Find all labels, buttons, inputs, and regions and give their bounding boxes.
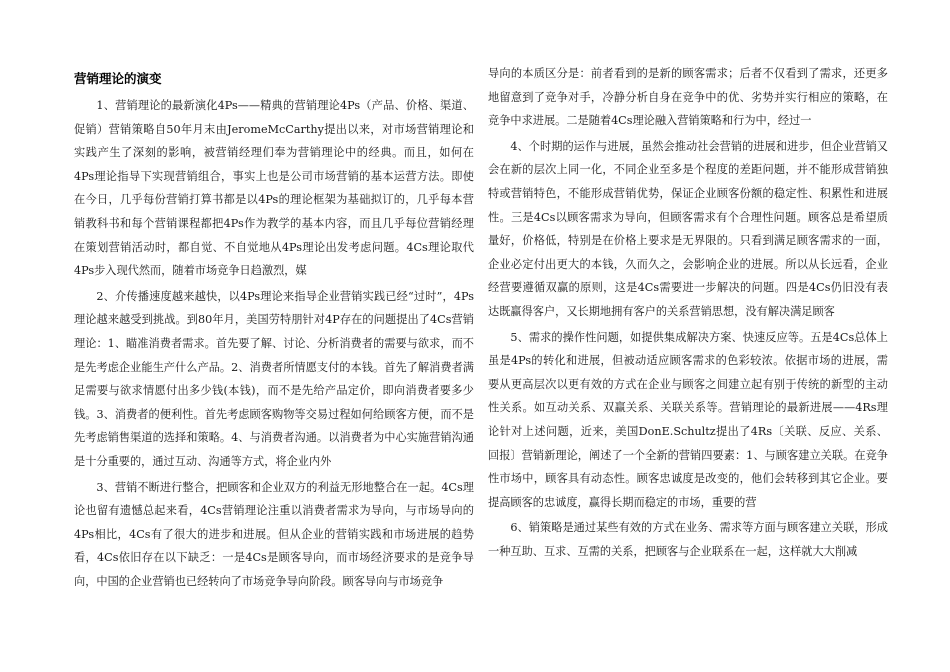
left-column bbox=[74, 62, 474, 593]
paragraph-3-continued: 导向的本质区分是：前者看到的是新的顾客需求；后者不仅看到了需求，还更多地留意到了竞争对手，冷静分析自身在竞争中的优、劣势并实行相应的策略，在竞争中求进展。二是随着4Cs理论融入营销策略和行为中，经过一 bbox=[488, 67, 888, 128]
paragraph-1: 1、营销理论的最新演化4Ps——精典的营销理论4Ps（产品、价格、渠道、促销）营销策略自50年月末由JeromeMcCarthy提出以来，对市场营销理论和实践产生了深刻的影响，被营销经理们奉为营销理论中的经典。而且，如何在4Ps理论指导下实现营销组合，事实上也是公司市场营销的基本运营方法。即使在今日，几乎每份营销打算书都是以4Ps的理论框架为基础拟订的，几乎每本营销教科书和每个营销课程都把4Ps作为教学的基本内容，而且几乎每位营销经理在策划营销活动时，都自觉、不自觉地从4Ps理论出发考虑问题。4Cs理论取代4Ps步入现代然而，随着市场竞争日趋激烈，媒 bbox=[74, 99, 474, 278]
paragraph-5: 5、需求的操作性问题，如提供集成解决方案、快速反应等。五是4Cs总体上虽是4Ps的转化和进展，但被动适应顾客需求的色彩较浓。依据市场的进展，需要从更高层次以更有效的方式在企业与顾客之间建立起有别于传统的新型的主动性关系。如互动关系、双赢关系、关联关系等。营销理论的最新进展——4Rs理论针对上述问题，近来，美国DonE.Schultz提出了4Rs〔关联、反应、关系、回报〕营销新理论，阐述了一个全新的营销四要素：1、与顾客建立关联。在竞争性市场中，顾客具有动态性。顾客忠诚度是改变的，他们会转移到其它企业。要提高顾客的忠诚度，赢得长期而稳定的市场，重要的营 bbox=[488, 330, 888, 509]
paragraph-4: 4、个时期的运作与进展，虽然会推动社会营销的进展和进步，但企业营销又会在新的层次上同一化，不同企业至多是个程度的差距问题，并不能形成营销独特或营销特色，不能形成营销优势，保证企业顾客份额的稳定性、积累性和进展性。三是4Cs以顾客需求为导向，但顾客需求有个合理性问题。顾客总是希望质量好，价格低，特别是在价格上要求是无界限的。只看到满足顾客需求的一面，企业必定付出更大的本钱，久而久之，会影响企业的进展。所以从长远看，企业经营要遵循双赢的原则，这是4Cs需要进一步解决的问题。四是4Cs仍旧没有表达既赢得客户，又长期地拥有客户的关系营销思想，没有解决满足顾客 bbox=[488, 139, 888, 318]
paragraph-6: 6、销策略是通过某些有效的方式在业务、需求等方面与顾客建立关联，形成一种互助、互求、互需的关系，把顾客与企业联系在一起，这样就大大削减 bbox=[488, 521, 888, 558]
right-column bbox=[488, 62, 888, 563]
paragraph-3: 3、营销不断进行整合，把顾客和企业双方的利益无形地整合在一起。4Cs理论也留有遗憾总起来看，4Cs营销理论注重以消费者需求为导向，与市场导向的4Ps相比，4Cs有了很大的进步和进展。但从企业的营销实践和市场进展的趋势看，4Cs依旧存在以下缺乏：一是4Cs是顾客导向，而市场经济要求的是竞争导向，中国的企业营销也已经转向了市场竞争导向阶段。顾客导向与市场竞争 bbox=[74, 480, 474, 588]
paragraph-2: 2、介传播速度越来越快，以4Ps理论来指导企业营销实践已经“过时”，4Ps理论越来越受到挑战。到80年月，美国劳特朋针对4P存在的问题提出了4Cs营销理论：1、瞄准消费者需求。首先要了解、讨论、分析消费者的需要与欲求，而不是先考虑企业能生产什么产品。2、消费者所情愿支付的本钱。首先了解消费者满足需要与欲求情愿付出多少钱(本钱)，而不是先给产品定价，即向消费者要多少钱。3、消费者的便利性。首先考虑顾客购物等交易过程如何给顾客方便，而不是先考虑销售渠道的选择和策略。4、与消费者沟通。以消费者为中心实施营销沟通是十分重要的，通过互动、沟通等方式，将企业内外 bbox=[74, 289, 474, 468]
page-title: 营销理论的演变 bbox=[74, 71, 162, 86]
